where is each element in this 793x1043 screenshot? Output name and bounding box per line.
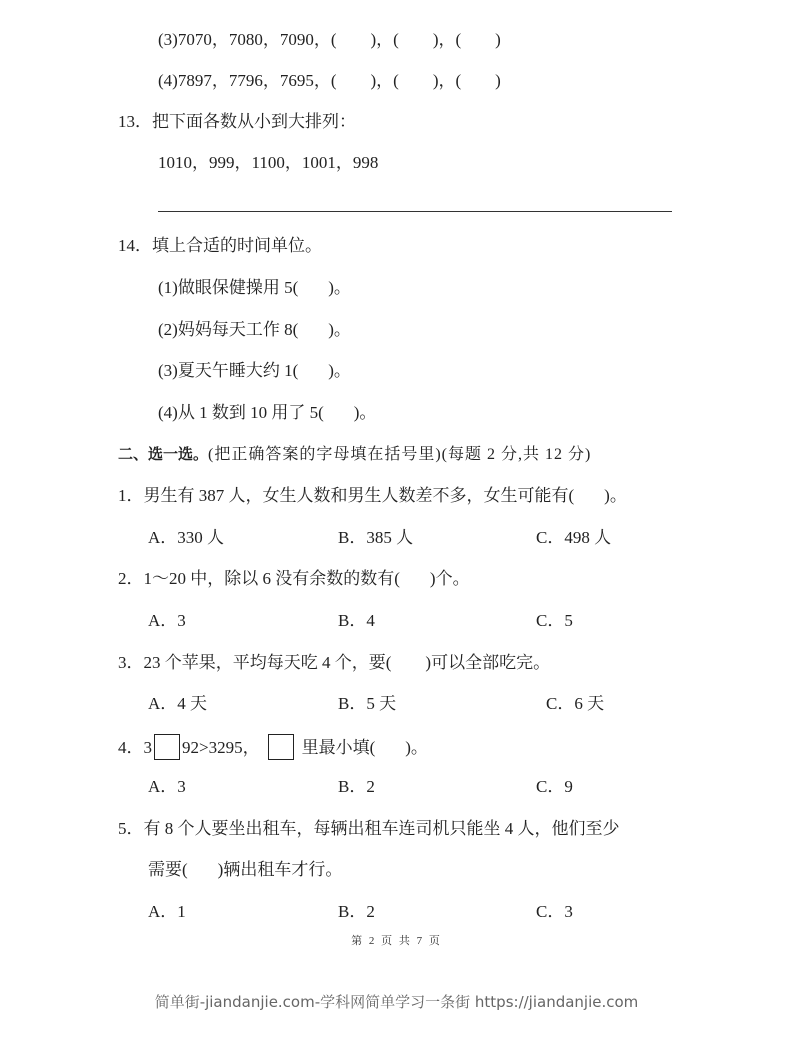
option-b[interactable]: B．5 天 [338, 694, 397, 713]
q12-item-4-text: (4)7897，7796，7695，( [158, 71, 337, 90]
q14-item-4 [158, 403, 376, 423]
option-c[interactable]: C．5 [536, 611, 573, 630]
bracket: )。 [328, 361, 351, 380]
bracket: )，( [370, 30, 399, 49]
question-text: 里最小填( [301, 737, 376, 757]
option-a[interactable]: A．330 人 [148, 528, 225, 547]
q14-item-3-text: (3)夏天午睡大约 1( [158, 361, 299, 380]
bracket: )。 [405, 737, 428, 757]
q14-item-3 [158, 361, 351, 381]
bracket: ) [495, 30, 501, 49]
option-c[interactable]: C．3 [536, 902, 573, 921]
bracket: ) [495, 71, 501, 90]
bracket: )。 [604, 486, 627, 505]
q14-item-1 [158, 278, 351, 298]
bracket: )可以全部吃完。 [425, 653, 551, 672]
bracket: )。 [353, 403, 377, 422]
mc-question-4 [118, 736, 428, 762]
mc-question-1 [118, 486, 627, 506]
section-2-header [118, 444, 591, 465]
option-a[interactable]: A．3 [148, 611, 186, 630]
mc-question-3 [118, 653, 550, 673]
q12-item-3-text: (3)7070，7080，7090，( [158, 30, 337, 49]
mc-question-5: 5．有 8 个人要坐出租车，每辆出租车连司机只能坐 4 人，他们至少 [118, 819, 620, 838]
digit-box [268, 734, 294, 760]
section-heading: 二、选一选。 [118, 445, 209, 463]
q14-item-4-text: (4)从 1 数到 10 用了 5( [158, 403, 324, 422]
option-b[interactable]: B．4 [338, 611, 375, 630]
option-a[interactable]: A．4 天 [148, 694, 208, 713]
option-c[interactable]: C．498 人 [536, 528, 612, 547]
q14-item-2 [158, 320, 351, 340]
bracket: )。 [328, 278, 351, 297]
bracket: )。 [328, 320, 351, 339]
mc-question-2 [118, 569, 470, 589]
bracket: )，( [432, 71, 462, 90]
question-text: 2．1～20 中，除以 6 没有余数的数有( [118, 569, 400, 588]
option-a[interactable]: A．1 [148, 902, 186, 921]
question-text: 92>3295， [182, 737, 260, 757]
bracket: )个。 [429, 569, 470, 588]
footer-watermark: 简单街-jiandanjie.com-学科网简单学习一条街 https://jiandanjie.com [154, 993, 639, 1011]
q14-title: 14．填上合适的时间单位。 [118, 236, 322, 255]
option-b[interactable]: B．2 [338, 902, 375, 921]
page-number: 第 2 页 共 7 页 [351, 935, 442, 947]
bracket: )辆出租车才行。 [217, 860, 343, 879]
option-c[interactable]: C．9 [536, 777, 573, 796]
q12-item-3 [158, 30, 501, 50]
mc-question-5-cont [148, 860, 342, 880]
q13-numbers: 1010，999，1100，1001，998 [158, 153, 379, 172]
question-text: 需要( [148, 860, 188, 879]
option-b[interactable]: B．2 [338, 777, 375, 796]
question-text: 4．3 [118, 737, 152, 757]
answer-line[interactable] [158, 211, 672, 212]
bracket: )，( [370, 71, 399, 90]
q14-item-1-text: (1)做眼保健操用 5( [158, 278, 299, 297]
bracket: )，( [432, 30, 462, 49]
option-b[interactable]: B．385 人 [338, 528, 414, 547]
question-text: 1．男生有 387 人，女生人数和男生人数差不多，女生可能有( [118, 486, 575, 505]
option-c[interactable]: C．6 天 [546, 694, 605, 713]
q12-item-4 [158, 71, 501, 91]
section-instruction: (把正确答案的字母填在括号里)(每题 2 分,共 12 分) [208, 446, 592, 463]
question-text: 3．23 个苹果，平均每天吃 4 个，要( [118, 653, 392, 672]
digit-box[interactable] [154, 734, 180, 760]
option-a[interactable]: A．3 [148, 777, 186, 796]
q14-item-2-text: (2)妈妈每天工作 8( [158, 320, 299, 339]
q13-title: 13．把下面各数从小到大排列： [118, 112, 356, 131]
